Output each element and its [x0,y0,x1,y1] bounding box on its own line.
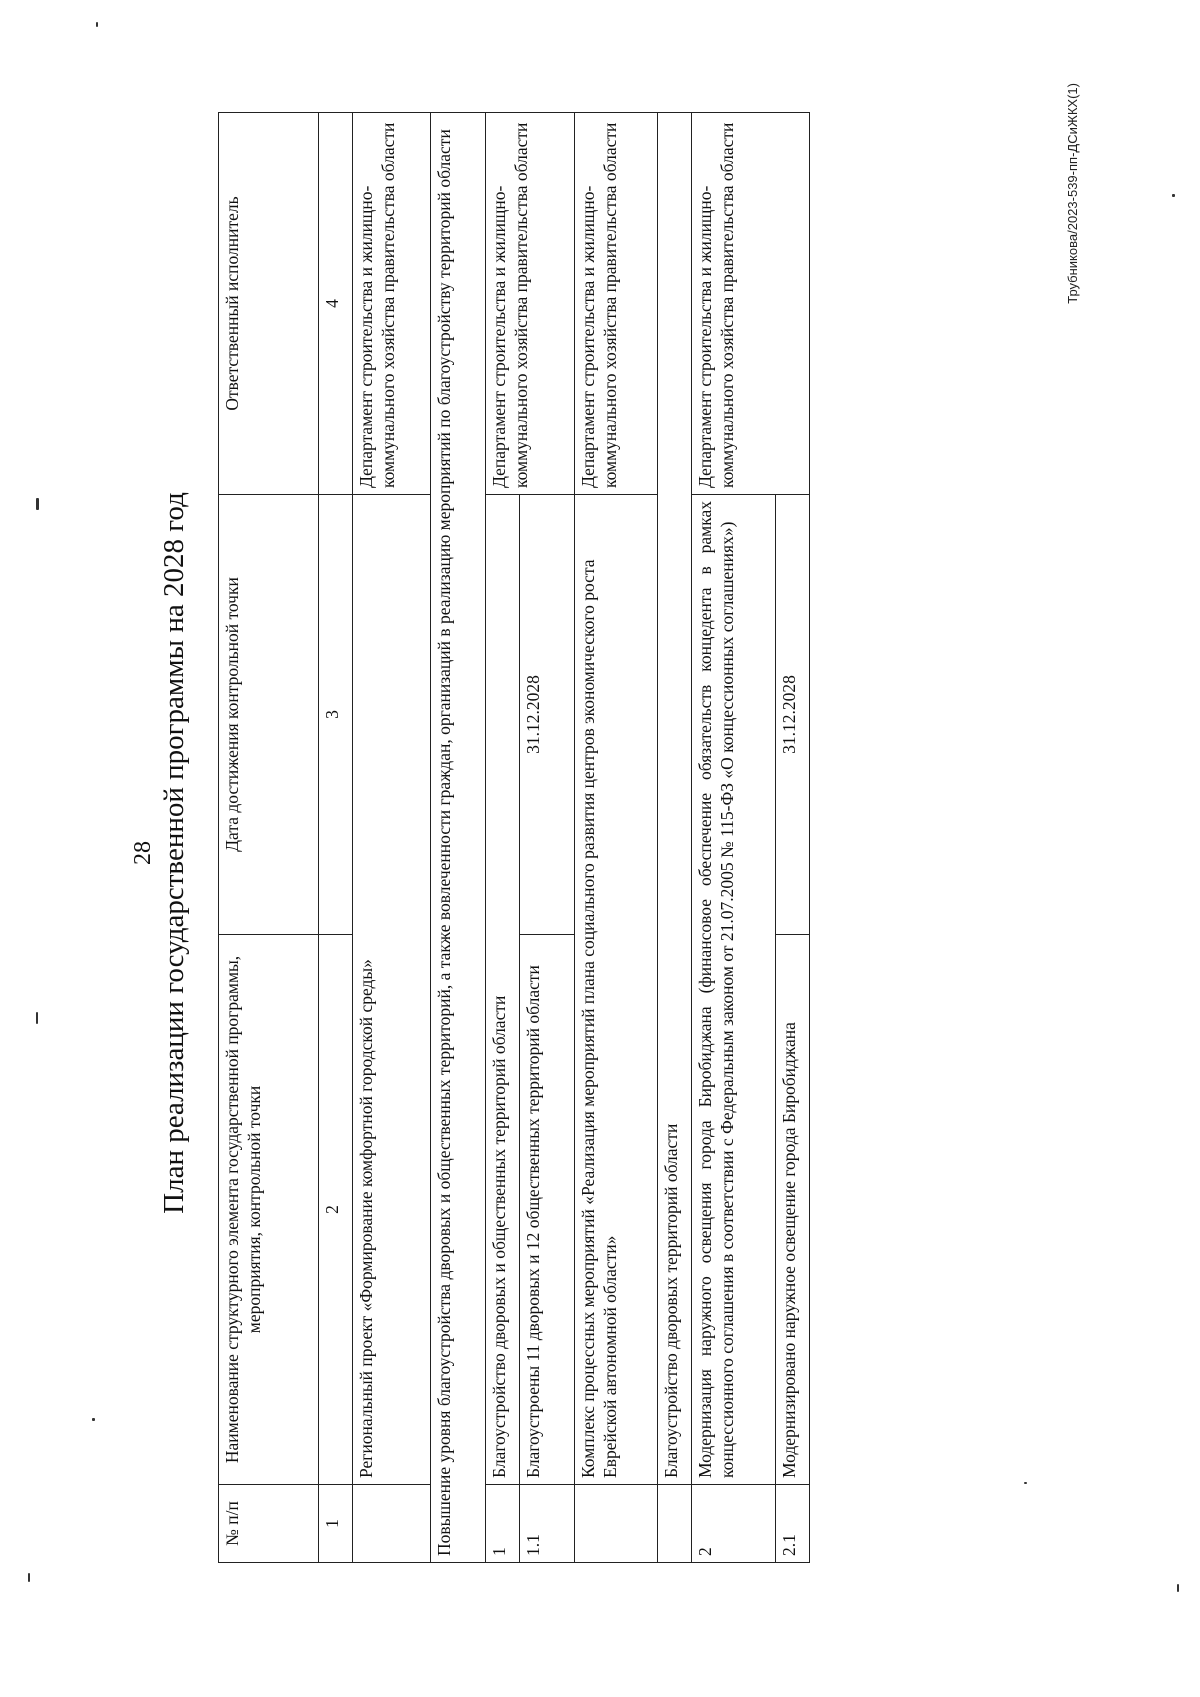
page-title: План реализации государственной программы на 2028 год [158,492,190,1214]
cell-empty [658,1485,692,1563]
table-row [431,113,486,1563]
point-1-1-date: 31.12.2028 [520,495,575,935]
page-number: 28 [130,841,156,865]
col-number-2: 2 [318,935,352,1485]
scan-speck [1177,1584,1179,1592]
goal-1-text: Повышение уровня благоустройства дворовых и общественных территорий, а также вовлеченности граждан, организаций в реализацию мероприятий по благоустройству территорий области [431,113,486,1563]
header-row [219,113,319,1563]
col-number-1: 1 [318,1485,352,1563]
task-2-exec: Департамент строительства и жилищно-коммунального хозяйства правительства области [692,113,810,495]
cell-empty [353,1485,431,1563]
header-date: Дата достижения контрольной точки [219,495,319,935]
point-2-1-name: Модернизировано наружное освещение города Биробиджана [775,935,809,1485]
header-name: Наименование структурного элемента государственной программы, мероприятия, контрольной точки [219,935,319,1485]
task-2-num: 2 [692,1485,775,1563]
task-2-name: Модернизация наружного освещения города Биробиджана (финансовое обеспечение обязательств концедента в рамках концессионного соглашения в соответствии с Федеральным законом от 21.07.2005 № 115-ФЗ «О концессионных соглашениях») [692,495,775,1485]
scan-speck [96,22,98,27]
scan-speck [92,1418,95,1421]
col-number-4: 4 [318,113,352,495]
scan-speck [1172,194,1175,197]
header-num: № п/п [219,1485,319,1563]
point-1-1-num: 1.1 [520,1485,575,1563]
column-number-row [318,113,352,1563]
scan-speck [28,1573,30,1582]
col-number-3: 3 [318,495,352,935]
goal-2-text: Благоустройство дворовых территорий области [658,113,692,1485]
header-exec: Ответственный исполнитель [219,113,319,495]
table-row [353,113,431,1563]
scan-speck [36,1012,38,1024]
table-row [575,113,658,1563]
plan-table [218,112,810,1563]
point-2-1-num: 2.1 [775,1485,809,1563]
point-1-1-name: Благоустроены 11 дворовых и 12 общественных территорий области [520,935,575,1485]
point-2-1-date: 31.12.2028 [775,495,809,935]
task-1-name: Благоустройство дворовых и общественных территорий области [486,495,520,1485]
complex-exec: Департамент строительства и жилищно-коммунального хозяйства правительства области [575,113,658,495]
scan-speck [1024,1482,1027,1484]
complex-name: Комплекс процессных мероприятий «Реализация мероприятий плана социального развития центров экономического роста Еврейской автономной области» [575,495,658,1485]
rotated-page [100,53,1100,1653]
scan-speck [36,498,39,510]
task-1-exec: Департамент строительства и жилищно-коммунального хозяйства правительства области [486,113,575,495]
task-1-num: 1 [486,1485,520,1563]
table-row [486,113,520,1563]
footer-reference: Трубникова/2023-539-пп-ДСиЖКХ(1) [1065,83,1080,304]
table-row [692,113,775,1563]
table-row [658,113,692,1563]
regional-project-exec: Департамент строительства и жилищно-коммунального хозяйства правительства области [353,113,431,495]
cell-empty [575,1485,658,1563]
regional-project-name: Региональный проект «Формирование комфортной городской среды» [353,495,431,1485]
